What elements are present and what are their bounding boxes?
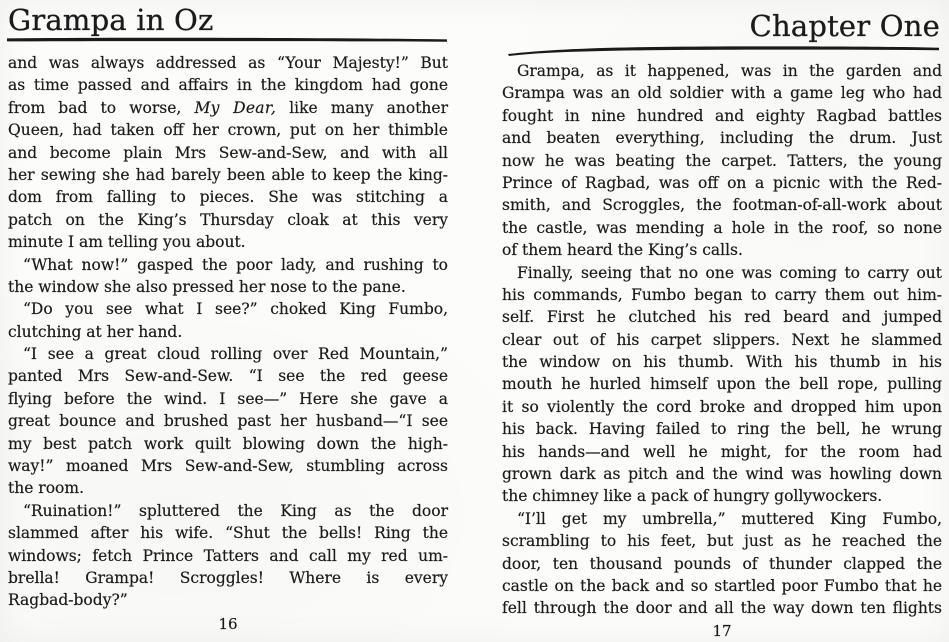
text-line: “Do you see what I see?” choked King Fumbo, (23, 300, 448, 319)
text-line: the room. (8, 479, 85, 498)
running-head-left: Grampa in Oz (8, 3, 214, 37)
page-number: 16 (218, 615, 238, 633)
text-line: smith, and Scroggles, the footman-of-all-work about (502, 196, 942, 215)
text-line: fought in nine hundred and eighty Ragbad battles (502, 106, 942, 125)
text-line: grown dark as pitch and the wind was howling down (502, 465, 942, 484)
text-line: the window she also pressed her nose to the pane. (8, 277, 406, 296)
text-line: and was always addressed as “Your Majesty!” But (8, 54, 448, 72)
text-line: Ragbad-body?” (8, 591, 128, 610)
text-line: the chimney like a pack of hungry gollywockers. (502, 487, 883, 506)
text-line: door, ten thousand pounds of thunder clapped the (502, 554, 942, 573)
text-line: of them heard the King’s calls. (502, 241, 743, 260)
text-line: Finally, seeing that no one was coming to carry out (517, 263, 942, 282)
text-line: Grampa was an old soldier with a game leg who had (502, 84, 942, 103)
text-line: “I see a great cloud rolling over Red Mountain,” (23, 345, 448, 364)
text-line: panted Mrs Sew-and-Sew. “I see the red geese (8, 367, 448, 386)
text-line: and become plain Mrs Sew-and-Sew, and with all (8, 143, 448, 162)
text-line: his back. Having failed to ring the bell, he wrung (502, 420, 942, 439)
text-line: great bounce and brushed past her husband—“I see (8, 412, 448, 431)
page-left (8, 0, 448, 642)
header-rule-left (6, 36, 448, 44)
text-line: minute I am telling you about. (8, 233, 246, 252)
text-line: castle on the back and so startled poor Fumbo that he (502, 576, 942, 595)
text-line: patch on the King’s Thursday cloak at this very (8, 210, 448, 229)
text-line: dom from falling to pieces. She was stitching a (8, 188, 448, 207)
header-rule-right (506, 44, 940, 56)
text-line: her sewing she had barely been able to keep the king- (8, 165, 448, 184)
running-head-right: Chapter One (749, 9, 940, 43)
text-line: clutching at her hand. (8, 322, 183, 341)
text-line: Grampa, as it happened, was in the garden and (517, 62, 942, 80)
text-line: Queen, had taken off her crown, put on her thimble (8, 121, 448, 140)
page-text (502, 60, 942, 620)
text-line: and beaten everything, including the drum. Just (502, 129, 942, 148)
text-line: “What now!” gasped the poor lady, and rushing to (23, 255, 448, 274)
text-line: mouth he hurled himself upon the bell rope, pulling (502, 375, 942, 394)
text-line: scrambling to his feet, but just as he reached the (502, 532, 942, 551)
text-line: brella! Grampa! Scroggles! Where is every (8, 568, 448, 587)
text-line: slammed after his wife. “Shut the bells! Ring the (8, 524, 448, 543)
text-line: windows; fetch Prince Tatters and call my red um- (8, 546, 448, 565)
text-line: now he was beating the carpet. Tatters, the young (502, 151, 942, 170)
page-number: 17 (712, 622, 732, 640)
text-line: it so violently the cord broke and dropped him upon (502, 397, 942, 416)
text-line: the castle, was mending a hole in the roof, so none (502, 218, 942, 237)
text-line: “Ruination!” spluttered the King as the door (23, 501, 448, 520)
text-line: the window on his thumb. With his thumb in his (502, 353, 942, 372)
text-line: his hands—and well he might, for the room had (502, 442, 942, 461)
text-line: way!” moaned Mrs Sew-and-Sew, stumbling across (8, 457, 448, 476)
text-line: as time passed and affairs in the kingdom had gone (8, 76, 448, 95)
text-line: his commands, Fumbo began to carry them out him- (502, 285, 942, 304)
text-line: Prince of Ragbad, was off on a picnic with the Red- (502, 173, 942, 192)
text-line: fell through the door and all the way down ten flights (502, 599, 942, 618)
text-line: “I’ll get my umbrella,” muttered King Fumbo, (517, 509, 942, 528)
text-line: self. First he clutched his red beard and jumped (502, 308, 942, 327)
text-line: clear out of his carpet slippers. Next he slammed (502, 330, 942, 349)
page-right (502, 0, 942, 642)
text-line: from bad to worse, My Dear, like many another (8, 98, 448, 117)
page-text (8, 52, 448, 612)
text-line: my best patch work quilt blowing down the high- (8, 434, 448, 453)
text-line: flying before the wind. I see—” Here she gave a (8, 389, 448, 408)
